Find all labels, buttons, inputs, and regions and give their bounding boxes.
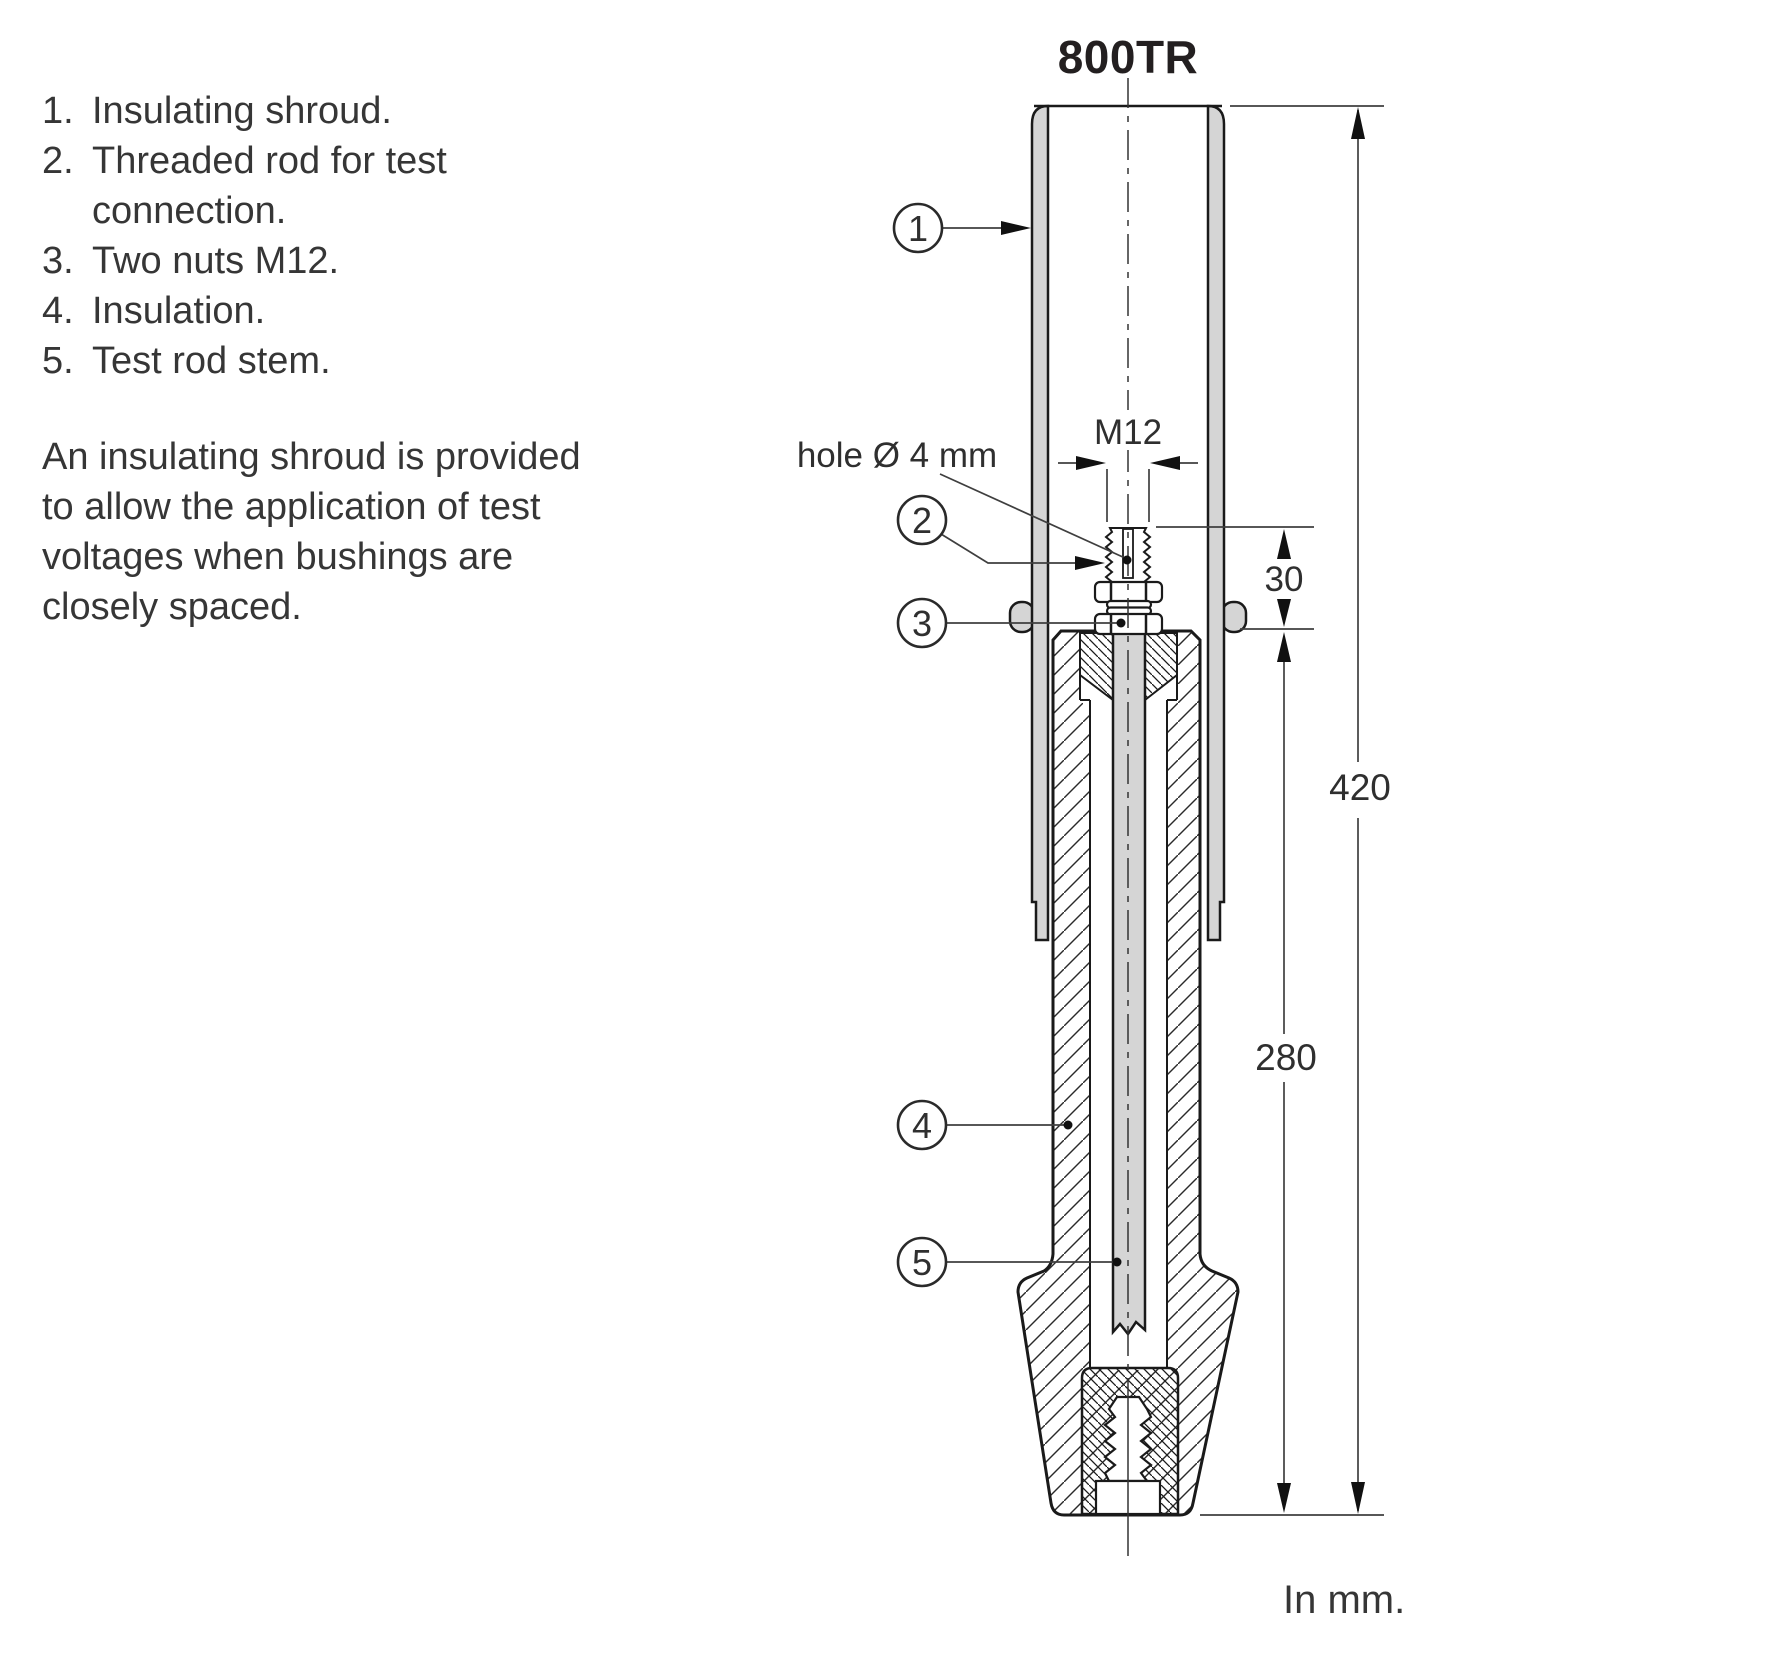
part-label: Threaded rod for test connection. [92, 140, 447, 232]
callout-1 [894, 204, 1031, 252]
callout-number: 1 [907, 208, 929, 249]
callout-number: 4 [911, 1105, 933, 1146]
part-number: 1. [42, 90, 74, 132]
hole-label: hole Ø 4 mm [796, 436, 998, 475]
dim-30-label: 30 [1264, 560, 1304, 599]
callout-number: 5 [911, 1242, 933, 1283]
shroud-left-ring [1010, 602, 1034, 632]
left-channel [1090, 700, 1113, 1368]
figure-title: 800TR [1057, 31, 1199, 83]
part-number: 3. [42, 240, 74, 282]
shroud-left-wall [1032, 106, 1048, 940]
m12-label: M12 [1093, 413, 1163, 452]
dimension-280 [1255, 632, 1317, 1513]
part-number: 2. [42, 140, 74, 182]
dim-280-label: 280 [1255, 1037, 1317, 1078]
test-rod-stem [1113, 630, 1145, 1334]
part-label: Insulation. [92, 290, 266, 332]
units-note: In mm. [1283, 1578, 1406, 1622]
part-number: 4. [42, 290, 74, 332]
callout-2 [898, 496, 1105, 570]
dim-420-label: 420 [1329, 767, 1391, 808]
right-channel [1144, 700, 1167, 1368]
part-label: Two nuts M12. [92, 240, 340, 282]
part-number: 5. [42, 340, 74, 382]
hole-annotation [797, 436, 1132, 565]
description-paragraph: An insulating shroud is provided to allow the application of test voltages when bushings are closely spaced. [42, 436, 581, 628]
shroud-right-wall [1208, 106, 1224, 940]
callout-number: 3 [911, 603, 933, 644]
shroud-right-ring [1222, 602, 1246, 632]
callout-4 [898, 1101, 1073, 1149]
part-label: Test rod stem. [92, 340, 331, 382]
bottom-socket [1082, 1368, 1178, 1514]
callout-number: 2 [911, 500, 933, 541]
part-label: Insulating shroud. [92, 90, 392, 132]
